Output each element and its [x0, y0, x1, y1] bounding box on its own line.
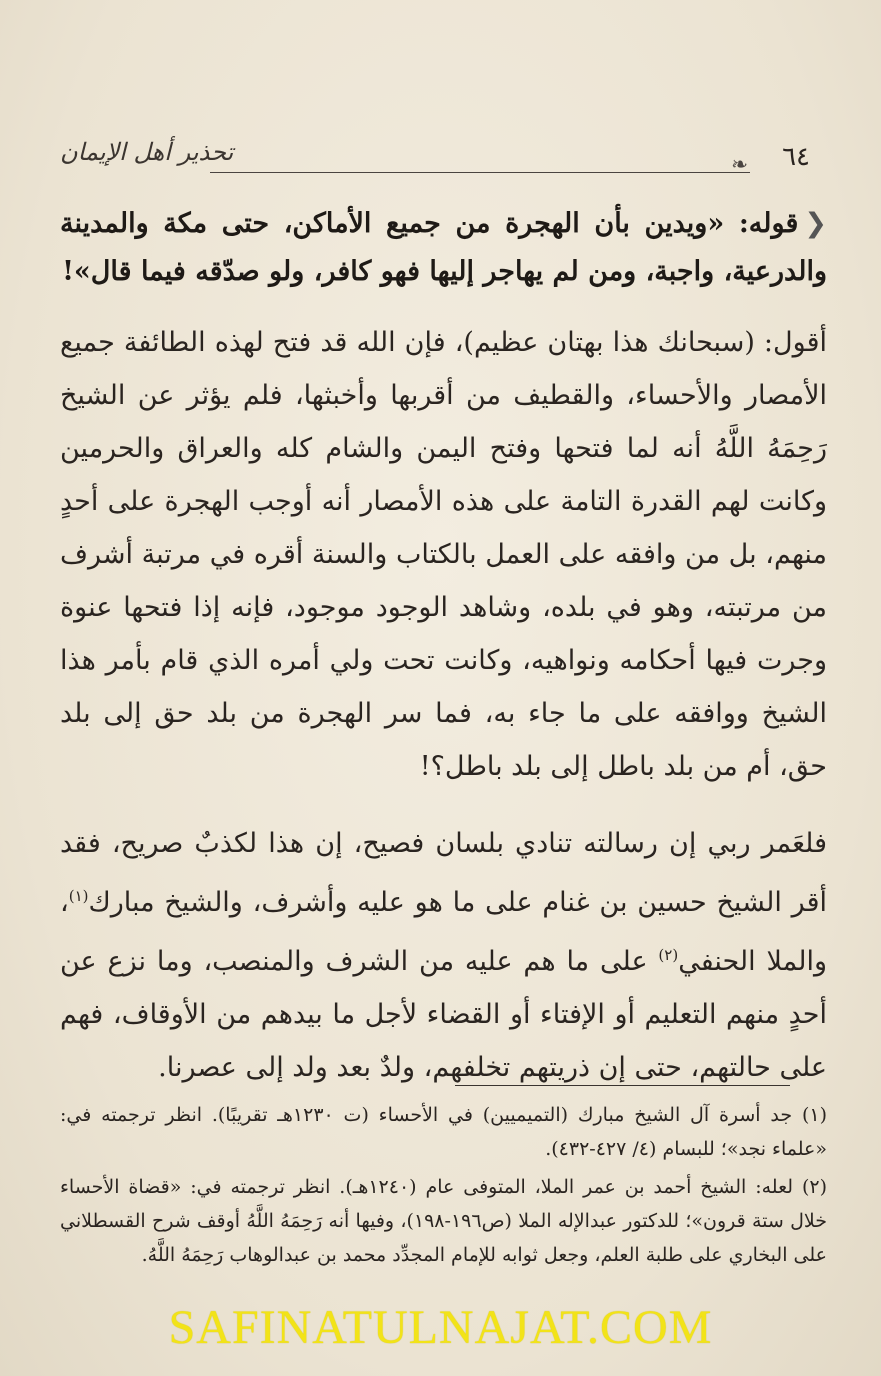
page-header — [60, 132, 820, 192]
footnote-2: (٢) لعله: الشيخ أحمد بن عمر الملا، المتوفى عام (١٢٤٠هـ). انظر ترجمته في: «قضاة الأحساء خلال ستة قرون»؛ للدكتور عبدالإله الملا (ص١٩٦-١٩٨)، وفيها أنه رَحِمَهُ اللَّهُ أوقف شرح القسطلاني على البخاري على طلبة العلم، وجعل ثوابه للإمام المجدِّد محمد بن عبدالوهاب رَحِمَهُ اللَّهُ. — [60, 1176, 827, 1266]
paragraph-conclusion — [60, 817, 827, 1094]
header-rule — [210, 172, 750, 173]
footnotes — [60, 1098, 827, 1276]
ornament-icon: ❧ — [731, 152, 748, 176]
paragraph-part: ، والملا الحنفي — [60, 887, 827, 977]
footnote-1: (١) جد أسرة آل الشيخ مبارك (التميميين) في الأحساء (ت ١٢٣٠هـ تقريبًا). انظر ترجمته في: «علماء نجد»؛ للبسام (٤/ ٤٢٧-٤٣٢). — [60, 1104, 827, 1160]
paragraph-part: على ما هم عليه من الشرف والمنصب، وما نزع عن أحدٍ منهم التعليم أو الإفتاء أو القضاء لأجل ما بيدهم من الأوقاف، فهم على حالتهم، حتى إن ذريتهم تخلفهم، ولدٌ بعد ولد إلى عصرنا. — [60, 946, 827, 1083]
footnote-ref-1[interactable]: (١) — [68, 887, 89, 905]
running-title: تحذير أهل الإيمان — [60, 138, 234, 166]
paragraph-response: أقول: (سبحانك هذا بهتان عظيم)، فإن الله قد فتح لهذه الطائفة جميع الأمصار والأحساء، والقطيف من أقربها وأخبثها، فلم يؤثر عن الشيخ رَحِمَهُ اللَّهُ أنه لما فتحها وفتح اليمن والشام كله والعراق والحرمين وكانت لهم القدرة التامة على هذه الأمصار أنه أوجب الهجرة على أحدٍ منهم، بل من وافقه على العمل بالكتاب والسنة أقره في مرتبة أشرف من مرتبته، وهو في بلده، وشاهد الوجود موجود، فإنه إذا فتحها عنوة وجرت فيها أحكامه ونواهيه، وكانت تحت ولي أمره الذي قام بأمر هذا الشيخ ووافقه على ما جاء به، فما سر الهجرة من بلد حق إلى بلد حق، أم من بلد باطل إلى بلد باطل؟! — [60, 327, 827, 782]
main-text — [60, 200, 827, 1118]
quote-text: قوله: «ويدين بأن الهجرة من جميع الأماكن، حتى مكة والمدينة والدرعية، واجبة، ومن لم يهاجر إليها فهو كافر، ولو صدّقه فيما قال»! — [60, 208, 827, 287]
quoted-statement — [60, 200, 827, 296]
page-number: ٦٤ — [782, 142, 810, 172]
footnote-separator — [455, 1085, 790, 1086]
paragraph-part: فلعَمر ربي إن رسالته تنادي بلسان فصيح، إن هذا لكذبٌ صريح، فقد أقر الشيخ حسين بن غنام على ما هو عليه وأشرف، والشيخ مبارك — [60, 828, 827, 918]
footnote-ref-2[interactable]: (٢) — [658, 946, 679, 964]
quote-marker-icon: ❮ — [804, 208, 827, 239]
watermark: SAFINATULNAJAT.COM — [168, 1301, 713, 1354]
